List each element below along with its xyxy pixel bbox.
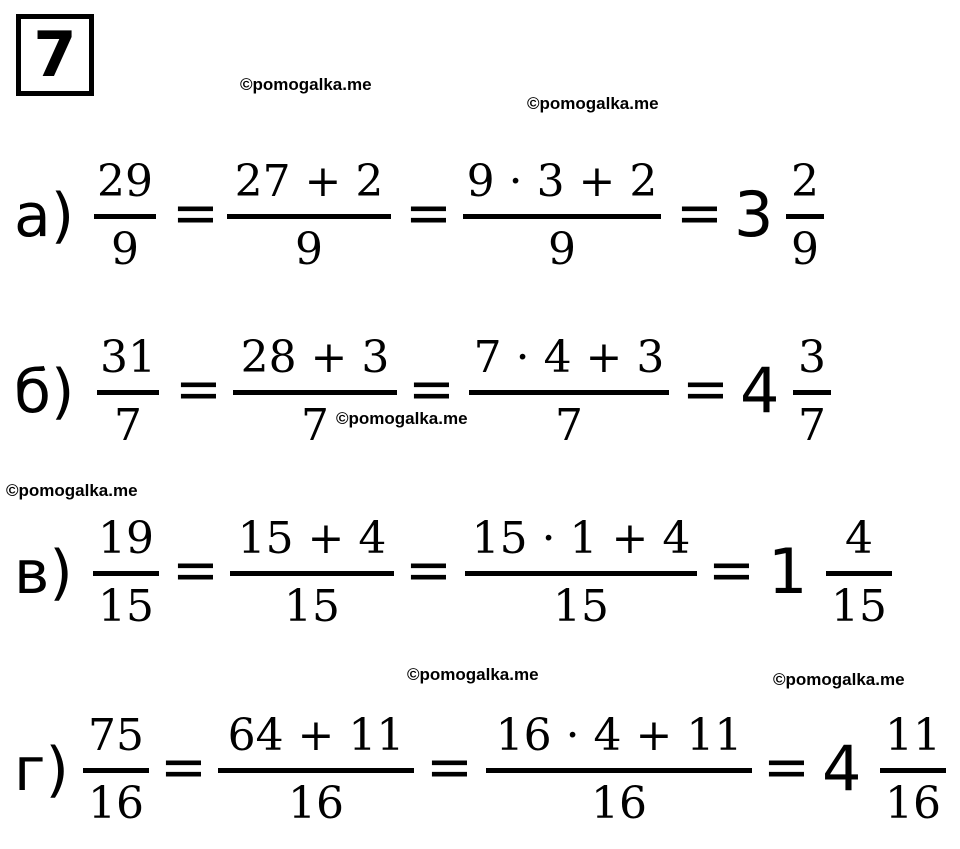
fraction-proper: [786, 158, 824, 278]
denominator: 9: [111, 224, 139, 275]
fraction-bar: [97, 390, 159, 395]
denominator: 9: [295, 224, 323, 275]
fraction-improper: [93, 515, 159, 635]
whole-part: 4: [822, 732, 862, 805]
numerator: 11: [885, 710, 941, 761]
watermark: ©pomogalka.me: [336, 409, 468, 428]
numerator: 27 + 2: [234, 156, 384, 207]
fraction-bar: [465, 571, 697, 576]
fraction-bar: [218, 768, 414, 773]
fraction-product: [463, 158, 661, 278]
whole-part: 1: [768, 535, 808, 608]
numerator: 16 · 4 + 11: [495, 710, 743, 761]
numerator: 28 + 3: [240, 332, 390, 383]
numerator: 31: [100, 332, 156, 383]
fraction-proper: [793, 334, 831, 454]
whole-part: 4: [740, 354, 780, 427]
denominator: 16: [591, 778, 647, 829]
denominator: 15: [831, 581, 887, 632]
watermark: ©pomogalka.me: [240, 75, 372, 94]
equals-sign: =: [405, 181, 452, 246]
denominator: 15: [553, 581, 609, 632]
watermark: ©pomogalka.me: [6, 481, 138, 500]
fraction-bar: [93, 571, 159, 576]
fraction-sum: [230, 515, 394, 635]
whole-part: 3: [734, 178, 774, 251]
equals-sign: =: [408, 357, 455, 422]
numerator: 2: [791, 156, 819, 207]
fraction-bar: [793, 390, 831, 395]
fraction-bar: [83, 768, 149, 773]
equation-row-v: [0, 515, 960, 635]
numerator: 15 + 4: [237, 513, 387, 564]
task-number-box: [16, 14, 94, 96]
equals-sign: =: [426, 735, 473, 800]
row-label: б): [14, 357, 75, 427]
fraction-bar: [880, 768, 946, 773]
equals-sign: =: [175, 357, 222, 422]
numerator: 15 · 1 + 4: [471, 513, 691, 564]
denominator: 9: [548, 224, 576, 275]
watermark: ©pomogalka.me: [407, 665, 539, 684]
equals-sign: =: [763, 735, 810, 800]
fraction-bar: [486, 768, 752, 773]
fraction-product: [469, 334, 669, 454]
fraction-bar: [786, 214, 824, 219]
equals-sign: =: [708, 538, 755, 603]
denominator: 15: [98, 581, 154, 632]
equals-sign: =: [676, 181, 723, 246]
equation-row-b: [0, 334, 960, 454]
watermark: ©pomogalka.me: [527, 94, 659, 113]
fraction-sum: [218, 712, 414, 832]
numerator: 3: [798, 332, 826, 383]
fraction-proper: [826, 515, 892, 635]
row-label: г): [14, 735, 69, 805]
numerator: 9 · 3 + 2: [466, 156, 658, 207]
numerator: 7 · 4 + 3: [473, 332, 665, 383]
row-label: в): [14, 538, 73, 608]
equals-sign: =: [172, 181, 219, 246]
denominator: 16: [885, 778, 941, 829]
numerator: 64 + 11: [227, 710, 405, 761]
denominator: 15: [284, 581, 340, 632]
denominator: 9: [791, 224, 819, 275]
fraction-bar: [469, 390, 669, 395]
equation-row-a: [0, 158, 960, 278]
fraction-improper: [97, 334, 159, 454]
denominator: 16: [88, 778, 144, 829]
fraction-improper: [83, 712, 149, 832]
fraction-bar: [227, 214, 391, 219]
equals-sign: =: [172, 538, 219, 603]
denominator: 7: [301, 400, 329, 451]
fraction-sum: [233, 334, 397, 454]
task-number: 7: [33, 18, 77, 91]
watermark: ©pomogalka.me: [773, 670, 905, 689]
fraction-product: [486, 712, 752, 832]
denominator: 7: [114, 400, 142, 451]
equation-row-g: [0, 712, 960, 832]
numerator: 75: [88, 710, 144, 761]
fraction-bar: [233, 390, 397, 395]
fraction-product: [465, 515, 697, 635]
numerator: 29: [97, 156, 153, 207]
numerator: 19: [98, 513, 154, 564]
fraction-bar: [463, 214, 661, 219]
denominator: 7: [798, 400, 826, 451]
fraction-sum: [227, 158, 391, 278]
fraction-improper: [94, 158, 156, 278]
row-label: а): [14, 181, 75, 251]
fraction-bar: [230, 571, 394, 576]
numerator: 4: [845, 513, 873, 564]
denominator: 7: [555, 400, 583, 451]
equals-sign: =: [682, 357, 729, 422]
fraction-bar: [826, 571, 892, 576]
equals-sign: =: [405, 538, 452, 603]
equals-sign: =: [160, 735, 207, 800]
denominator: 16: [288, 778, 344, 829]
fraction-bar: [94, 214, 156, 219]
fraction-proper: [880, 712, 946, 832]
